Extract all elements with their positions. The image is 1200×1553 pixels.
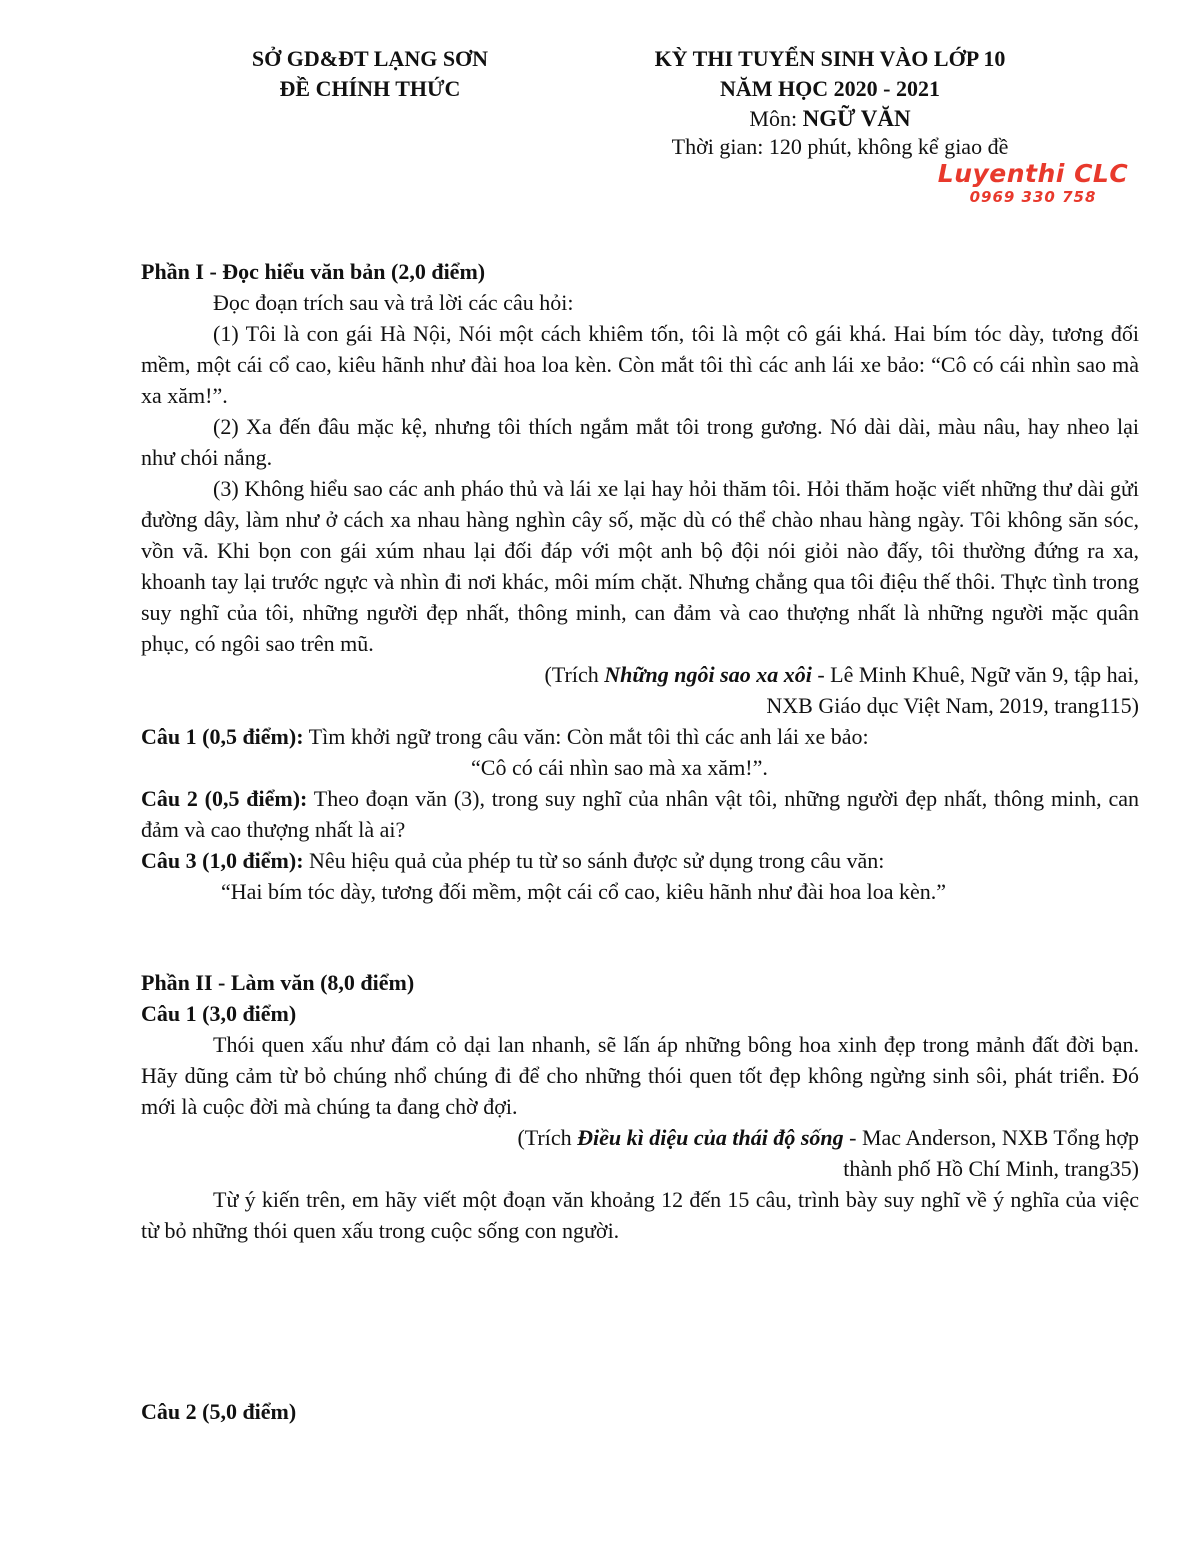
subject-label: Môn: bbox=[749, 106, 803, 131]
exam-title: KỲ THI TUYỂN SINH VÀO LỚP 10 bbox=[654, 46, 1006, 71]
official-label: ĐỀ CHÍNH THỨC bbox=[279, 76, 461, 101]
question-1-label: Câu 1 (0,5 điểm): bbox=[141, 724, 304, 749]
part1-title: Phần I - Đọc hiểu văn bản (2,0 điểm) bbox=[141, 259, 486, 284]
part2-question-2-label: Câu 2 (5,0 điểm) bbox=[141, 1399, 297, 1424]
citation-source: - Lê Minh Khuê, Ngữ văn 9, tập hai, NXB Giáo dục Việt Nam, 2019, trang115) bbox=[766, 662, 1139, 718]
question-3 bbox=[141, 845, 1139, 876]
question-1-text: Tìm khởi ngữ trong câu văn: Còn mắt tôi thì các anh lái xe bảo: bbox=[303, 724, 869, 749]
school-year: NĂM HỌC 2020 - 2021 bbox=[720, 76, 940, 101]
passage-paragraph-1: (1) Tôi là con gái Hà Nội, Nói một cách khiêm tốn, tôi là một cô gái khá. Hai bím tóc dày, tương đối mềm, một cái cổ cao, kiêu hãnh như đài hoa loa kèn. Còn mắt tôi thì các anh lái xe bảo: “Cô có cái nhìn sao mà xa xăm!”. bbox=[141, 321, 1139, 408]
citation-work-title: Điều kì diệu của thái độ sống bbox=[577, 1125, 844, 1150]
exam-content bbox=[141, 256, 1139, 1427]
watermark-logo bbox=[918, 160, 1148, 208]
section-spacer bbox=[141, 1246, 1139, 1396]
citation-prefix: (Trích bbox=[544, 662, 605, 687]
passage-paragraph-2: (2) Xa đến đâu mặc kệ, nhưng tôi thích ngắm mắt tôi trong gương. Nó dài dài, màu nâu, hay nheo lại như chói nắng. bbox=[141, 414, 1139, 470]
passage-paragraph-3: (3) Không hiểu sao các anh pháo thủ và lái xe lại hay hỏi thăm tôi. Hỏi thăm hoặc viết những thư dài gửi đường dây, làm như ở cách xa nhau hàng nghìn cây số, mặc dù có thể chào nhau hàng ngày. Tôi không săn sóc, vồn vã. Khi bọn con gái xúm nhau lại đối đáp với một anh bộ đội nói giỏi nào đấy, tôi thường đứng ra xa, khoanh tay lại trước ngực và nhìn đi nơi khác, môi mím chặt. Nhưng chẳng qua tôi điệu thế thôi. Thực tình trong suy nghĩ của tôi, những người đẹp nhất, thông minh, can đảm và cao thượng nhất là những người mặc quân phục, có ngôi sao trên mũ. bbox=[141, 476, 1139, 656]
question-3-text: Nêu hiệu quả của phép tu từ so sánh được sử dụng trong câu văn: bbox=[303, 848, 885, 873]
question-1 bbox=[141, 721, 1139, 752]
exam-title-block bbox=[590, 44, 1070, 134]
question-2 bbox=[141, 783, 1139, 845]
watermark-brand: Luyenthi CLC bbox=[937, 159, 1129, 188]
citation-work-title: Những ngôi sao xa xôi bbox=[604, 662, 812, 687]
time-allowed: Thời gian: 120 phút, không kể giao đề bbox=[671, 134, 1009, 159]
part1-instruction: Đọc đoạn trích sau và trả lời các câu hỏi: bbox=[213, 290, 574, 315]
question-2-text: Theo đoạn văn (3), trong suy nghĩ của nhân vật tôi, những người đẹp nhất, thông minh, can đảm và cao thượng nhất là ai? bbox=[141, 786, 1139, 842]
part2-question-1-label: Câu 1 (3,0 điểm) bbox=[141, 1001, 297, 1026]
question-3-label: Câu 3 (1,0 điểm): bbox=[141, 848, 304, 873]
citation-source: - Mac Anderson, NXB Tổng hợp thành phố Hồ Chí Minh, trang35) bbox=[843, 1125, 1139, 1181]
part2-question-1-task: Từ ý kiến trên, em hãy viết một đoạn văn khoảng 12 đến 15 câu, trình bày suy nghĩ về ý nghĩa của việc từ bỏ những thói quen xấu trong cuộc sống con người. bbox=[141, 1187, 1139, 1243]
section-spacer bbox=[141, 907, 1139, 967]
passage-citation bbox=[141, 659, 1139, 721]
subject-name: NGỮ VĂN bbox=[802, 106, 911, 131]
question-1-quote: “Cô có cái nhìn sao mà xa xăm!”. bbox=[471, 755, 768, 780]
part2-citation bbox=[141, 1122, 1139, 1184]
part2-title: Phần II - Làm văn (8,0 điểm) bbox=[141, 970, 415, 995]
citation-prefix: (Trích bbox=[517, 1125, 578, 1150]
part2-passage: Thói quen xấu như đám cỏ dại lan nhanh, sẽ lấn áp những bông hoa xinh đẹp trong mảnh đất đời bạn. Hãy dũng cảm từ bỏ chúng nhổ chúng đi để cho những thói quen tốt đẹp không ngừng sinh sôi, phát triển. Đó mới là cuộc đời mà chúng ta đang chờ đợi. bbox=[141, 1032, 1139, 1119]
issuer-name: SỞ GD&ĐT LẠNG SƠN bbox=[251, 46, 489, 71]
question-2-label: Câu 2 (0,5 điểm): bbox=[141, 786, 308, 811]
subject-line bbox=[590, 104, 1070, 134]
watermark-phone: 0969 330 758 bbox=[969, 188, 1097, 206]
question-3-quote: “Hai bím tóc dày, tương đối mềm, một cái cổ cao, kiêu hãnh như đài hoa loa kèn.” bbox=[221, 879, 947, 904]
issuer-block bbox=[200, 44, 540, 104]
